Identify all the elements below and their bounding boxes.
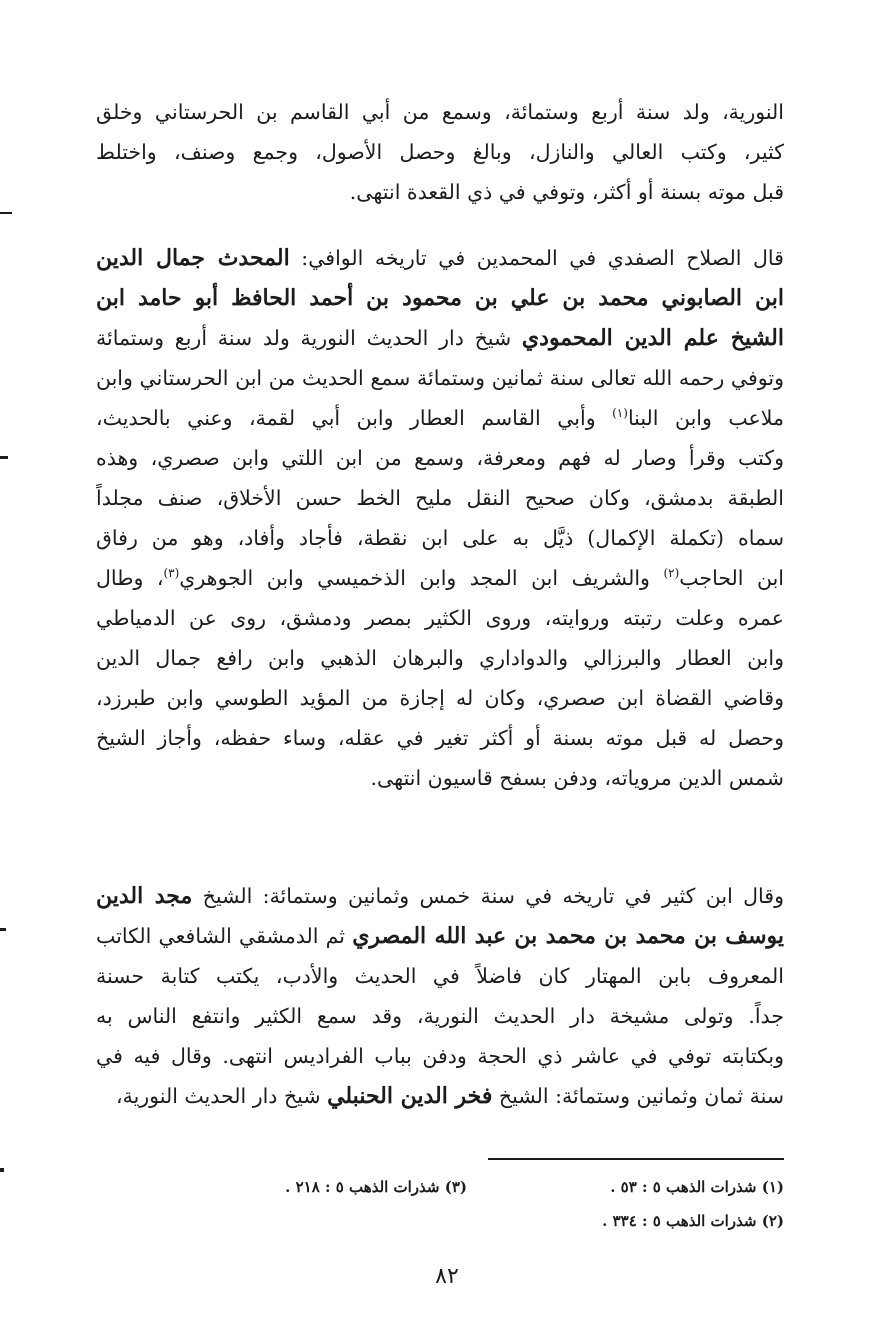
- text-run: شمس الدين مروياته، ودفن بسفح قاسيون انتهى.: [370, 766, 784, 790]
- footnote-1: (١) شذرات الذهب ٥ : ٥٣ .: [610, 1178, 784, 1196]
- text-run: وأبي القاسم العطار وابن أبي لقمة، وعني بالحديث،: [96, 406, 613, 430]
- bold-name: فخر الدين الحنبلي: [327, 1083, 493, 1109]
- text-line: [96, 318, 784, 358]
- text-line: [96, 916, 784, 956]
- text-run: شيخ دار الحديث النورية ولد سنة أربع وستمائة: [96, 326, 522, 350]
- margin-mark: [0, 1168, 4, 1172]
- text-line: [96, 758, 784, 798]
- text-run: ثم الدمشقي الشافعي الكاتب: [96, 924, 353, 948]
- text-run: ابن الحاجب: [679, 566, 784, 590]
- text-run: سنة ثمان وثمانين وستمائة: الشيخ: [492, 1084, 784, 1108]
- bold-name: الشيخ علم الدين المحمودي: [521, 325, 784, 351]
- paragraph-3: [96, 876, 784, 1116]
- text-line: [96, 398, 784, 438]
- text-line: [96, 876, 784, 916]
- text-line: [96, 996, 784, 1036]
- text-line: [96, 678, 784, 718]
- text-line: [96, 558, 784, 598]
- bold-name: مجد الدين: [96, 883, 193, 909]
- bold-name: المحدث جمال الدين: [96, 245, 290, 271]
- footnote-ref: (١): [612, 406, 628, 421]
- text-line: [96, 718, 784, 758]
- bold-name: يوسف بن محمد بن محمد بن عبد الله المصري: [352, 923, 784, 949]
- text-line: [96, 478, 784, 518]
- paragraph-2: [96, 238, 784, 798]
- text-run: عمره وعلت رتبته وروايته، وروى الكثير بمصر ودمشق، روى عن الدمياطي: [96, 606, 784, 630]
- text-run: وقاضي القضاة ابن صصري، وكان له إجازة من المؤيد الطوسي وابن طبرزد،: [96, 686, 784, 710]
- footnote-divider: [488, 1158, 784, 1160]
- footnote-2: (٢) شذرات الذهب ٥ : ٣٣٤ .: [602, 1212, 784, 1230]
- text-line: [96, 132, 784, 172]
- text-line: [96, 1076, 784, 1116]
- text-run: شيخ دار الحديث النورية،: [115, 1084, 328, 1108]
- text-run: قبل موته بسنة أو أكثر، وتوفي في ذي القعدة انتهى.: [349, 180, 784, 204]
- text-run: جداً. وتولى مشيخة دار الحديث النورية، وقد سمع الكثير وانتفع الناس به: [96, 1004, 784, 1028]
- text-run: وابن العطار والبرزالي والدواداري والبرهان الذهبي وابن رافع جمال الدين: [96, 646, 784, 670]
- bold-name: ابن الصابوني محمد بن علي بن محمود بن أحمد الحافظ أبو حامد ابن: [96, 285, 784, 311]
- text-line: [96, 278, 784, 318]
- page-number: ٨٢: [435, 1264, 459, 1289]
- text-line: [96, 92, 784, 132]
- footnote-3: (٣) شذرات الذهب ٥ : ٢١٨ .: [285, 1178, 467, 1196]
- text-run: وحصل له قبل موته بسنة أو أكثر تغير في عقله، وساء حفظه، وأجاز الشيخ: [96, 726, 784, 750]
- text-line: [96, 358, 784, 398]
- text-run: والشريف ابن المجد وابن الذخميسي وابن الجوهري: [179, 566, 664, 590]
- text-run: كثير، وكتب العالي والنازل، وبالغ وحصل الأصول، وجمع وصنف، واختلط: [96, 140, 784, 164]
- paragraph-1: [96, 92, 784, 212]
- text-run: ملاعب وابن البنا: [627, 406, 784, 430]
- text-run: المعروف بابن المهتار كان فاضلاً في الحديث والأدب، يكتب كتابة حسنة: [96, 964, 784, 988]
- text-run: الطبقة بدمشق، وكان صحيح النقل مليح الخط حسن الأخلاق، صنف مجلداً: [96, 486, 784, 510]
- margin-mark: [0, 212, 12, 214]
- text-line: [96, 518, 784, 558]
- text-line: [96, 1036, 784, 1076]
- text-line: [96, 638, 784, 678]
- footnotes: [150, 1170, 784, 1238]
- text-run: النورية، ولد سنة أربع وستمائة، وسمع من أبي القاسم بن الحرستاني وخلق: [96, 100, 784, 124]
- text-run: ، وطال: [96, 566, 164, 590]
- text-run: وقال ابن كثير في تاريخه في سنة خمس وثمانين وستمائة: الشيخ: [192, 884, 784, 908]
- text-line: [96, 172, 784, 212]
- footnote-ref: (٣): [163, 566, 180, 581]
- text-run: قال الصلاح الصفدي في المحمدين في تاريخه الوافي:: [289, 246, 784, 270]
- text-line: [96, 598, 784, 638]
- text-run: سماه (تكملة الإكمال) ذيَّل به على ابن نقطة، فأجاد وأفاد، وهو من رفاق: [96, 526, 784, 550]
- footnote-ref: (٢): [663, 566, 680, 581]
- margin-mark: [0, 928, 6, 931]
- text-run: وكتب وقرأ وصار له فهم ومعرفة، وسمع من ابن اللتي وابن صصري، وهذه: [96, 446, 784, 470]
- text-run: وبكتابته توفي في عاشر ذي الحجة ودفن بباب الفراديس انتهى. وقال فيه في: [96, 1044, 784, 1068]
- text-line: [96, 956, 784, 996]
- text-line: [96, 238, 784, 278]
- text-line: [96, 438, 784, 478]
- margin-mark: [0, 456, 8, 459]
- text-run: وتوفي رحمه الله تعالى سنة ثمانين وستمائة سمع الحديث من ابن الحرستاني وابن: [96, 366, 784, 390]
